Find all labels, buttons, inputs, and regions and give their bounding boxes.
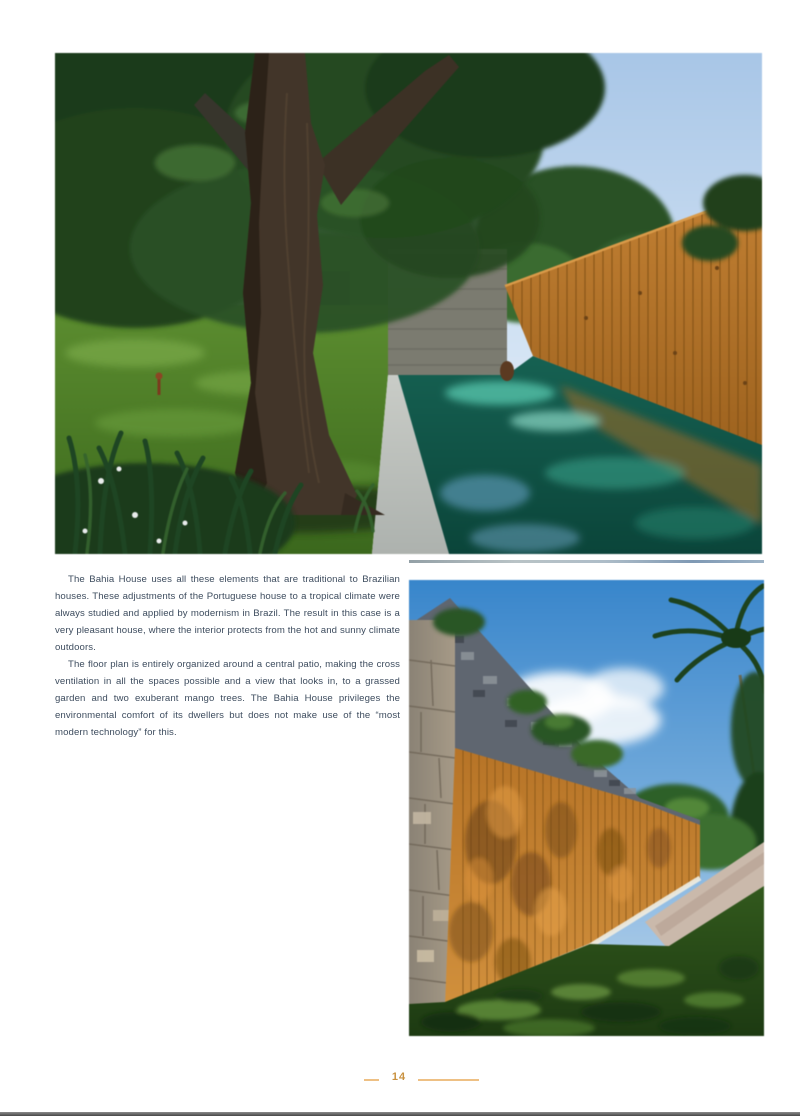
footer-rule-left [364, 1079, 379, 1081]
photo-edge-sliver [409, 560, 764, 563]
footer-rule-right [418, 1079, 479, 1081]
page-footer [0, 1066, 800, 1090]
bottom-border [0, 1112, 800, 1116]
body-text [55, 571, 400, 741]
photo-stone-wall-fence [409, 580, 764, 1036]
photo-garden-pool [55, 53, 762, 554]
paragraph: The floor plan is entirely organized around a central patio, making the cross ventilation in all the spaces possible and a view that looks in, to a grassed garden and two exuberant mango trees. The Bahia House privileges the environmental comfort of its dwellers but does not make use of the “most modern technology” for this. [55, 659, 400, 738]
paragraph: The Bahia House uses all these elements that are traditional to Brazilian houses. These adjustments of the Portuguese house to a tropical climate were always studied and applied by modernism in Brazil. The result in this case is a very pleasant house, where the interior protects from the hot and sunny climate outdoors. [55, 574, 400, 653]
page-number: 14 [391, 1071, 407, 1083]
swimmer [500, 361, 514, 381]
